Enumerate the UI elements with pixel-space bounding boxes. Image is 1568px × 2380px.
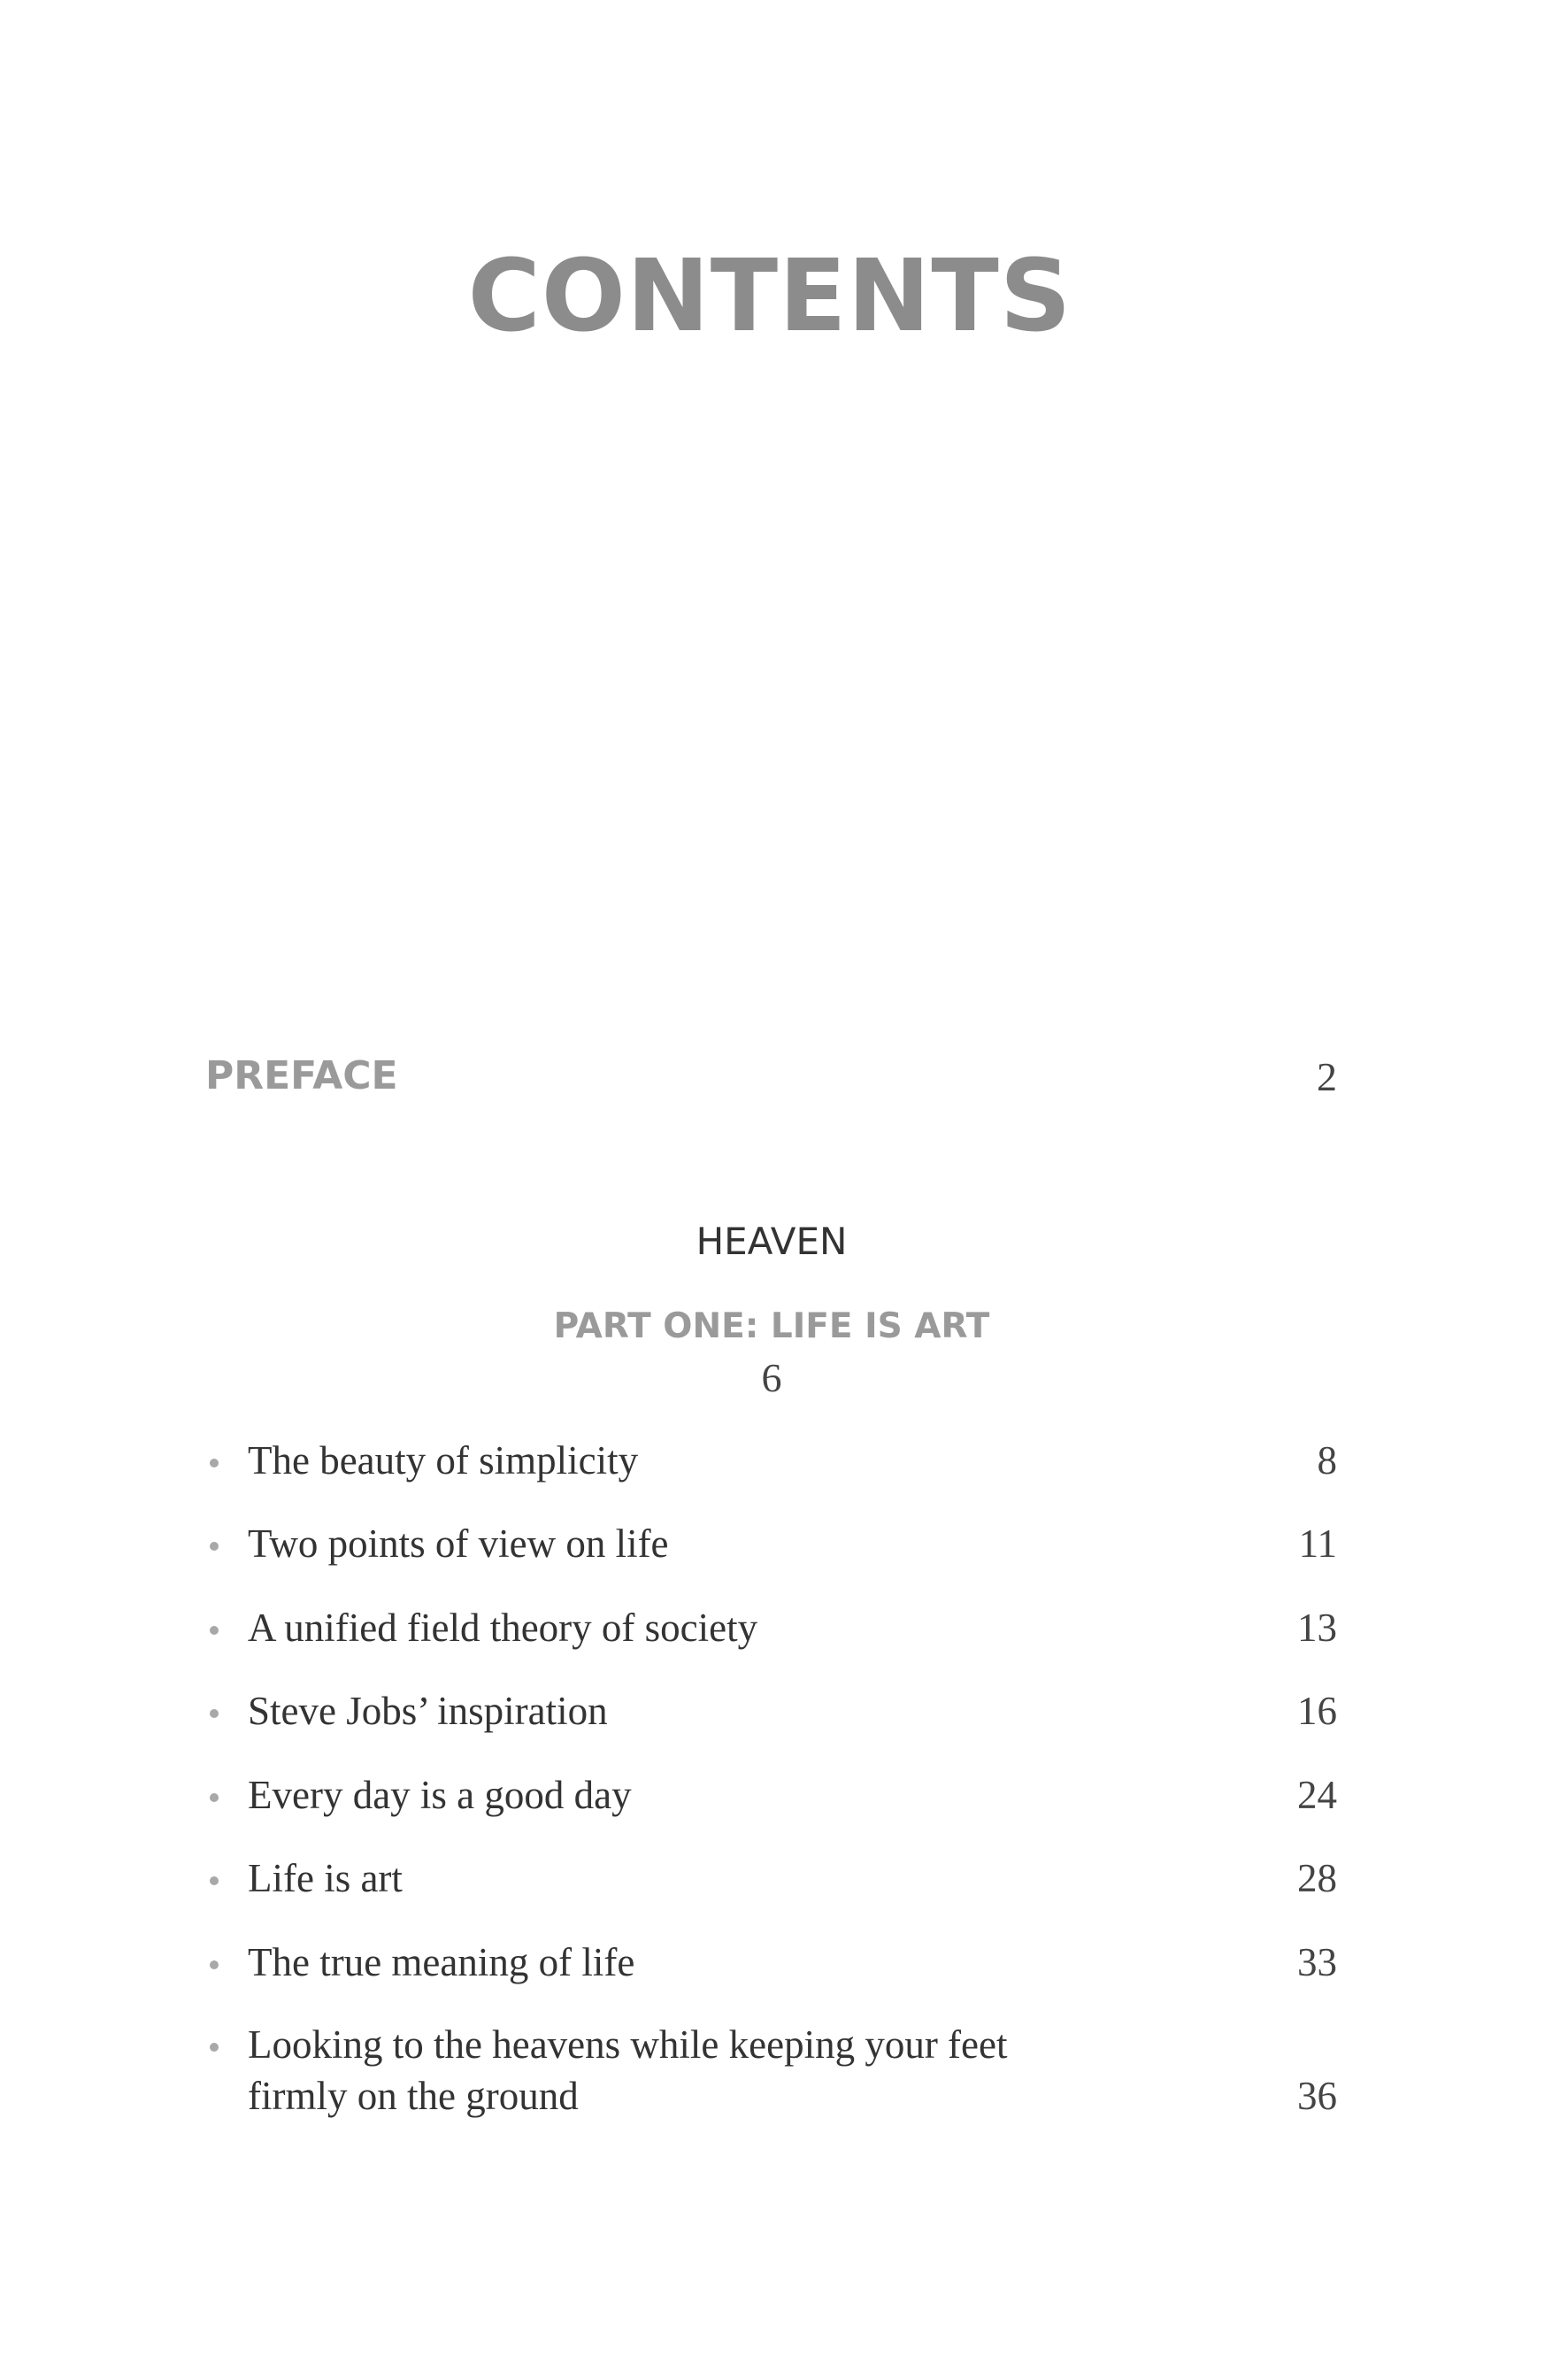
entry-page: 13 [1297, 1606, 1337, 1650]
part-page: 6 [761, 1355, 782, 1400]
bullet-icon [210, 1709, 219, 1718]
entry-title: Two points of view on life [248, 1521, 669, 1566]
bullet-icon [210, 1626, 219, 1635]
toc-entry [0, 1939, 1568, 1992]
entry-page: 24 [1297, 1773, 1337, 1817]
entry-title: The beauty of simplicity [248, 1438, 639, 1483]
entry-page: 16 [1297, 1689, 1337, 1733]
toc-entry [0, 1772, 1568, 1825]
bullet-icon [210, 1876, 219, 1885]
bullet-icon [210, 1542, 219, 1551]
toc-entry [0, 1521, 1568, 1574]
entry-page: 33 [1297, 1940, 1337, 1984]
entry-page: 28 [1297, 1856, 1337, 1900]
entry-title: Every day is a good day [248, 1773, 632, 1817]
part-title: PART ONE: LIFE IS ART [553, 1306, 990, 1346]
toc-entry [0, 1688, 1568, 1741]
entry-title-line2: firmly on the ground [248, 2074, 579, 2118]
entry-title: Life is art [248, 1856, 403, 1900]
bullet-icon [210, 2043, 219, 2052]
entry-title: The true meaning of life [248, 1940, 635, 1984]
preface-label: PREFACE [205, 1053, 398, 1098]
toc-entry [0, 1437, 1568, 1490]
entry-page: 36 [1297, 2074, 1337, 2118]
entry-title: Looking to the heavens while keeping your feet [248, 2022, 1008, 2067]
entry-page: 8 [1317, 1438, 1337, 1483]
toc-entry [0, 1605, 1568, 1658]
entry-page: 11 [1298, 1521, 1337, 1566]
toc-entry [0, 1855, 1568, 1908]
bullet-icon [210, 1459, 219, 1467]
preface-page: 2 [1317, 1054, 1337, 1099]
toc-entry [0, 2022, 1568, 2137]
bullet-icon [210, 1793, 219, 1802]
bullet-icon [210, 1960, 219, 1969]
entry-title: A unified field theory of society [248, 1606, 758, 1650]
page-title: CONTENTS [467, 239, 1072, 354]
section-title: HEAVEN [696, 1220, 848, 1263]
entry-title: Steve Jobs’ inspiration [248, 1689, 608, 1733]
